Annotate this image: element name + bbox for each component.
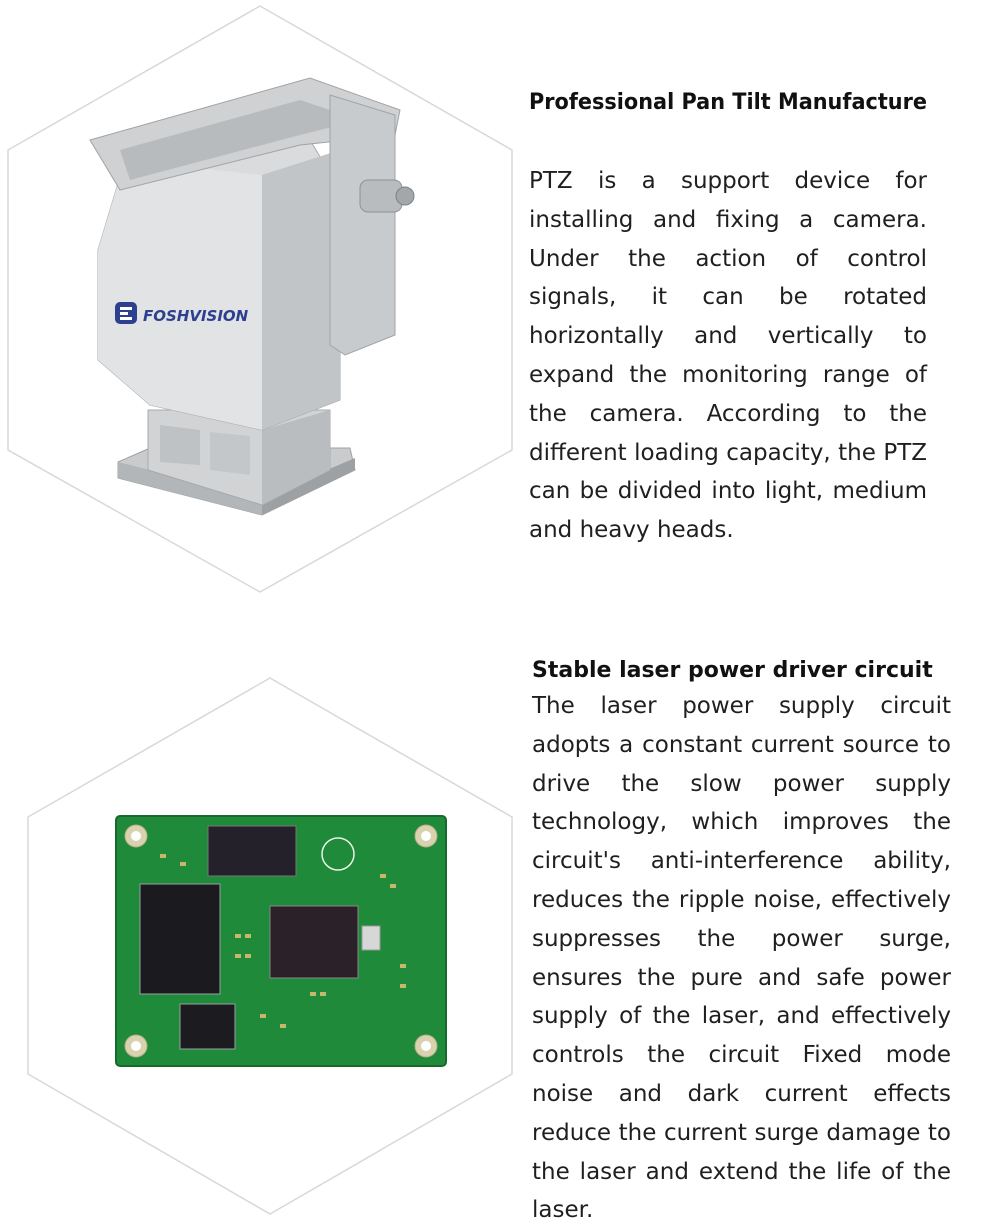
- pan-tilt-illustration: [0, 0, 520, 600]
- section-pan-tilt: [0, 0, 1000, 600]
- text-pan-tilt: [529, 90, 927, 550]
- heading-laser-driver: [532, 658, 951, 683]
- heading-pan-tilt: [529, 90, 927, 115]
- section-laser-driver: [0, 640, 1000, 1224]
- brand-logo-icon: [115, 302, 137, 324]
- body-pan-tilt: PTZ is a support device for installing and fixing a camera. Under the action of control signals, it can be rotated horizontally and vertically to expand the monitoring range of the camera. According to the different loading capacity, the PTZ can be divided into light, medium and heavy heads.: [529, 168, 927, 544]
- brand-label: FOSHVISION: [143, 307, 249, 325]
- heading-pan-tilt-text: Professional Pan Tilt Manufacture: [529, 90, 927, 115]
- text-laser-driver: [532, 658, 951, 1230]
- body-laser-driver: The laser power supply circuit adopts a constant current source to drive the slow power supply technology, which improves the circuit's anti-interference ability, reduces the ripple noise, effectively suppresses the power surge, ensures the pure and safe power supply of the laser, and effectively controls the circuit Fixed mode noise and dark current effects reduce the current surge damage to the laser and extend the life of the laser.: [532, 693, 951, 1224]
- circuit-board-illustration: [20, 674, 520, 1224]
- heading-laser-driver-text: Stable laser power driver circuit: [532, 658, 933, 683]
- hexagon-frame-pan-tilt: [0, 0, 520, 600]
- hexagon-frame-circuit: [20, 674, 520, 1224]
